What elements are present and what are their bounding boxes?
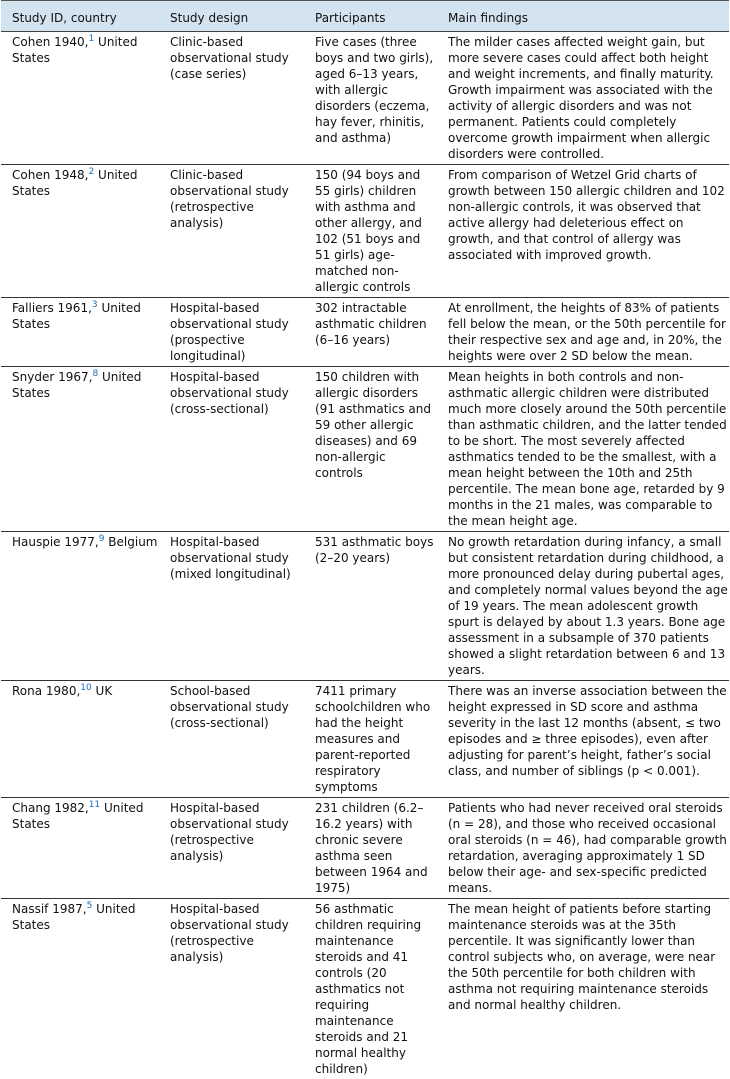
study-country: UK xyxy=(92,684,112,698)
study-id-cell xyxy=(1,367,159,532)
study-country: United States xyxy=(12,35,137,65)
table-body xyxy=(1,32,729,1079)
findings-cell: From comparison of Wetzel Grid charts of growth between 150 allergic children and 102 non-allergic controls, it was observed that active allergy had deleterious effect on growth, and that control of allergy was associated with improved growth. xyxy=(437,165,729,298)
table-header-row xyxy=(1,1,729,32)
participants-cell: 150 children with allergic disorders (91 asthmatics and 59 other allergic diseases) and 69 non-allergic controls xyxy=(304,367,437,532)
study-id-cell xyxy=(1,298,159,367)
table-row xyxy=(1,32,729,165)
reference-link[interactable]: 8 xyxy=(92,369,98,379)
study-name: Cohen 1940, xyxy=(12,35,88,49)
participants-cell: 231 children (6.2–16.2 years) with chronic severe asthma seen between 1964 and 1975) xyxy=(304,798,437,899)
findings-cell: Mean heights in both controls and non-asthmatic allergic children were distributed much more closely around the 50th percentile than asthmatic children, and the latter tended to be short. The most severely affected asthmatics tended to be the smallest, with a mean height between the 10th and 25th percentile. The mean bone age, retarded by 9 months in the 21 males, was comparable to the mean height age. xyxy=(437,367,729,532)
studies-table xyxy=(1,0,729,1079)
study-id-cell xyxy=(1,681,159,798)
study-id-cell xyxy=(1,32,159,165)
header-main-findings: Main findings xyxy=(437,1,729,32)
participants-cell: 150 (94 boys and 55 girls) children with asthma and other allergy, and 102 (51 boys and 51 girls) age-matched non-allergic controls xyxy=(304,165,437,298)
table-row xyxy=(1,798,729,899)
study-design-cell: Hospital-based observational study (prospective longitudinal) xyxy=(159,298,304,367)
study-name: Snyder 1967, xyxy=(12,370,92,384)
study-country: United States xyxy=(12,801,143,831)
study-country: Belgium xyxy=(104,535,157,549)
findings-cell: The mean height of patients before starting maintenance steroids was at the 35th percentile. It was significantly lower than control subjects who, on average, were near the 50th percentile for both children with asthma not requiring maintenance steroids and normal healthy children. xyxy=(437,899,729,1079)
study-country: United States xyxy=(12,168,137,198)
study-id-cell xyxy=(1,899,159,1079)
table-row xyxy=(1,681,729,798)
participants-cell: Five cases (three boys and two girls), aged 6–13 years, with allergic disorders (eczema, hay fever, rhinitis, and asthma) xyxy=(304,32,437,165)
study-design-cell: Clinic-based observational study (retrospective analysis) xyxy=(159,165,304,298)
table-row xyxy=(1,367,729,532)
study-name: Hauspie 1977, xyxy=(12,535,99,549)
study-design-cell: Hospital-based observational study (mixed longitudinal) xyxy=(159,532,304,681)
reference-link[interactable]: 2 xyxy=(88,167,94,177)
study-country: United States xyxy=(12,301,141,331)
findings-cell: No growth retardation during infancy, a small but consistent retardation during childhood, a more pronounced delay during pubertal ages, and completely normal values beyond the age of 19 years. The mean adolescent growth spurt is delayed by about 1.3 years. Bone age assessment in a subsample of 370 patients showed a slight retardation between 6 and 13 years. xyxy=(437,532,729,681)
header-participants: Participants xyxy=(304,1,437,32)
study-design-cell: School-based observational study (cross-sectional) xyxy=(159,681,304,798)
study-id-cell xyxy=(1,798,159,899)
findings-cell: There was an inverse association between the height expressed in SD score and asthma severity in the last 12 months (absent, ≤ two episodes and ≥ three episodes), even after adjusting for parent’s height, father’s social class, and number of siblings (p < 0.001). xyxy=(437,681,729,798)
findings-cell: At enrollment, the heights of 83% of patients fell below the mean, or the 50th percentile for their respective sex and age and, in 20%, the heights were over 2 SD below the mean. xyxy=(437,298,729,367)
study-design-cell: Hospital-based observational study (retrospective analysis) xyxy=(159,798,304,899)
participants-cell: 56 asthmatic children requiring maintenance steroids and 41 controls (20 asthmatics not requiring maintenance steroids and 21 normal healthy children) xyxy=(304,899,437,1079)
reference-link[interactable]: 9 xyxy=(99,534,105,544)
study-country: United States xyxy=(12,370,141,400)
study-name: Chang 1982, xyxy=(12,801,89,815)
study-design-cell: Hospital-based observational study (retrospective analysis) xyxy=(159,899,304,1079)
participants-cell: 302 intractable asthmatic children (6–16 years) xyxy=(304,298,437,367)
table-row xyxy=(1,532,729,681)
table-row xyxy=(1,899,729,1079)
reference-link[interactable]: 11 xyxy=(89,800,100,810)
reference-link[interactable]: 5 xyxy=(87,901,93,911)
study-name: Rona 1980, xyxy=(12,684,80,698)
study-name: Falliers 1961, xyxy=(12,301,92,315)
table-row xyxy=(1,298,729,367)
study-id-cell xyxy=(1,165,159,298)
table-row xyxy=(1,165,729,298)
participants-cell: 7411 primary schoolchildren who had the height measures and parent-reported respiratory symptoms xyxy=(304,681,437,798)
header-study-design: Study design xyxy=(159,1,304,32)
participants-cell: 531 asthmatic boys (2–20 years) xyxy=(304,532,437,681)
reference-link[interactable]: 10 xyxy=(80,683,91,693)
study-name: Nassif 1987, xyxy=(12,902,87,916)
study-country: United States xyxy=(12,902,136,932)
study-id-cell xyxy=(1,532,159,681)
findings-cell: The milder cases affected weight gain, but more severe cases could affect both height and weight increments, and finally maturity. Growth impairment was associated with the activity of allergic disorders and was not permanent. Patients could completely overcome growth impairment when allergic disorders were controlled. xyxy=(437,32,729,165)
reference-link[interactable]: 3 xyxy=(92,300,98,310)
study-name: Cohen 1948, xyxy=(12,168,88,182)
header-study-id: Study ID, country xyxy=(1,1,159,32)
study-design-cell: Clinic-based observational study (case series) xyxy=(159,32,304,165)
findings-cell: Patients who had never received oral steroids (n = 28), and those who received occasional oral steroids (n = 46), had comparable growth retardation, averaging approximately 1 SD below their age- and sex-specific predicted means. xyxy=(437,798,729,899)
reference-link[interactable]: 1 xyxy=(88,34,94,44)
study-design-cell: Hospital-based observational study (cross-sectional) xyxy=(159,367,304,532)
